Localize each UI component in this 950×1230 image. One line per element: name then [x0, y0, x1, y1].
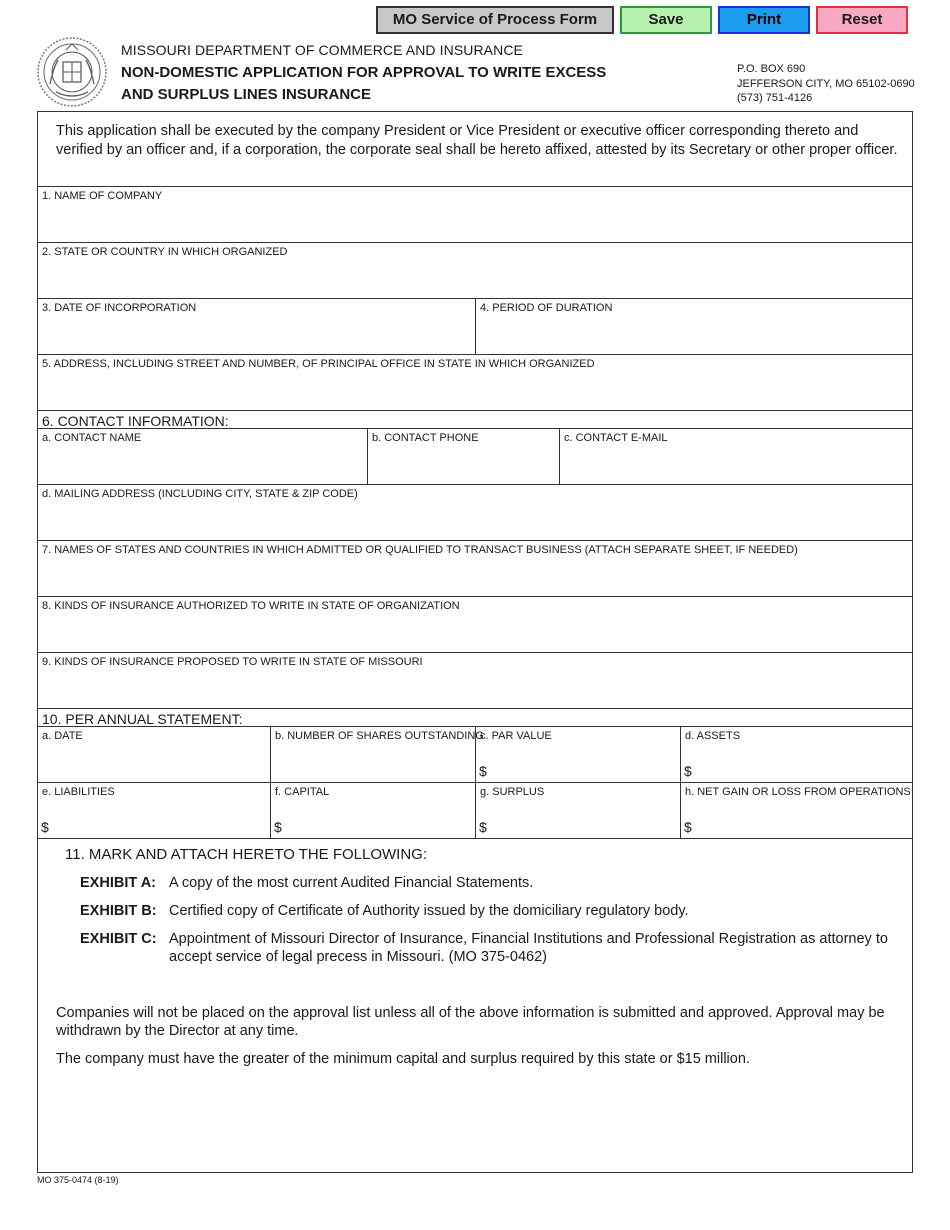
field-row-statement-1	[38, 726, 912, 782]
statement-date-cell	[38, 727, 270, 782]
kinds-proposed-input[interactable]	[42, 678, 908, 706]
liabilities-cell	[38, 783, 270, 838]
kinds-proposed-label: 9. KINDS OF INSURANCE PROPOSED TO WRITE IN STATE OF MISSOURI	[42, 656, 423, 668]
statement-date-input[interactable]	[42, 752, 266, 780]
state-seal-icon	[36, 36, 108, 108]
exhibit-b-label: EXHIBIT B:	[80, 903, 157, 919]
surplus-currency: $	[479, 819, 487, 835]
contact-phone-cell	[367, 429, 559, 484]
liabilities-input[interactable]	[52, 808, 266, 836]
assets-currency: $	[684, 763, 692, 779]
net-gain-label: h. NET GAIN OR LOSS FROM OPERATIONS	[685, 786, 911, 798]
contact-email-cell	[559, 429, 912, 484]
address-po-box: P.O. BOX 690	[737, 63, 806, 75]
contact-phone-label: b. CONTACT PHONE	[372, 432, 479, 444]
exhibit-c-label: EXHIBIT C:	[80, 931, 157, 947]
date-incorporation-label: 3. DATE OF INCORPORATION	[42, 302, 197, 314]
shares-outstanding-cell	[270, 727, 484, 782]
statement-date-label: a. DATE	[42, 730, 83, 742]
print-button[interactable]: Print	[718, 6, 810, 34]
capital-label: f. CAPITAL	[275, 786, 330, 798]
field-row-kinds-proposed	[38, 652, 912, 708]
field-row-contact	[38, 428, 912, 484]
period-duration-input[interactable]	[480, 324, 908, 352]
par-value-currency: $	[479, 763, 487, 779]
service-of-process-form-button[interactable]: MO Service of Process Form	[376, 6, 614, 34]
kinds-authorized-input[interactable]	[42, 622, 908, 650]
surplus-label: g. SURPLUS	[480, 786, 545, 798]
attachments-heading: 11. MARK AND ATTACH HERETO THE FOLLOWING:	[65, 846, 428, 863]
exhibit-a-text: A copy of the most current Audited Financial Statements.	[169, 875, 534, 891]
annual-statement-heading: 10. PER ANNUAL STATEMENT:	[42, 711, 243, 727]
par-value-label: c. PAR VALUE	[480, 730, 552, 742]
capital-input[interactable]	[285, 808, 471, 836]
par-value-cell	[475, 727, 680, 782]
states-admitted-input[interactable]	[42, 566, 908, 594]
assets-input[interactable]	[695, 752, 908, 780]
assets-cell	[680, 727, 912, 782]
surplus-input[interactable]	[490, 808, 676, 836]
address-city: JEFFERSON CITY, MO 65102-0690	[737, 77, 915, 90]
section-divider	[38, 838, 912, 839]
net-gain-input[interactable]	[695, 808, 908, 836]
contact-name-label: a. CONTACT NAME	[42, 432, 142, 444]
field-row-statement-2	[38, 782, 912, 838]
approval-note: Companies will not be placed on the approval list unless all of the above information is submitted and approved. Approval may be withdrawn by the Director at any time.	[56, 1005, 885, 1039]
field-row-mailing-address	[38, 484, 912, 540]
exhibit-a-label: EXHIBIT A:	[80, 875, 156, 891]
mailing-address-input[interactable]	[42, 510, 908, 538]
form-header	[36, 36, 916, 110]
exhibit-b-text: Certified copy of Certificate of Authority issued by the domiciliary regulatory body.	[169, 903, 689, 919]
period-duration-cell	[475, 299, 912, 354]
date-incorporation-input[interactable]	[42, 324, 471, 352]
liabilities-label: e. LIABILITIES	[42, 786, 115, 798]
contact-phone-input[interactable]	[372, 454, 555, 482]
form-number: MO 375-0474 (8-19)	[37, 1175, 119, 1185]
field-row-incorporation	[38, 298, 912, 354]
form-title-line1: NON-DOMESTIC APPLICATION FOR APPROVAL TO WRITE EXCESS	[121, 64, 607, 81]
field-row-kinds-authorized	[38, 596, 912, 652]
field-row-state-organized	[38, 242, 912, 298]
company-name-input[interactable]	[42, 212, 908, 240]
contact-name-input[interactable]	[42, 454, 363, 482]
save-button[interactable]: Save	[620, 6, 712, 34]
period-duration-label: 4. PERIOD OF DURATION	[480, 302, 613, 314]
contact-email-input[interactable]	[564, 454, 908, 482]
kinds-authorized-label: 8. KINDS OF INSURANCE AUTHORIZED TO WRITE IN STATE OF ORGANIZATION	[42, 600, 460, 612]
net-gain-currency: $	[684, 819, 692, 835]
surplus-cell	[475, 783, 680, 838]
shares-outstanding-input[interactable]	[275, 752, 471, 780]
assets-label: d. ASSETS	[685, 730, 741, 742]
application-form	[37, 111, 913, 1173]
department-name: MISSOURI DEPARTMENT OF COMMERCE AND INSURANCE	[121, 42, 523, 58]
field-row-company-name	[38, 186, 912, 242]
states-admitted-label: 7. NAMES OF STATES AND COUNTRIES IN WHICH ADMITTED OR QUALIFIED TO TRANSACT BUSINESS (ATTACH SEPARATE SHEET, IF NEEDED)	[42, 544, 798, 556]
contact-email-label: c. CONTACT E-MAIL	[564, 432, 668, 444]
reset-button[interactable]: Reset	[816, 6, 908, 34]
state-organized-label: 2. STATE OR COUNTRY IN WHICH ORGANIZED	[42, 246, 288, 258]
principal-office-input[interactable]	[42, 380, 908, 408]
liabilities-currency: $	[41, 819, 49, 835]
capital-cell	[270, 783, 475, 838]
par-value-input[interactable]	[490, 752, 676, 780]
department-address	[737, 62, 915, 106]
capital-requirement-note: The company must have the greater of the minimum capital and surplus required by this state or $15 million.	[56, 1051, 750, 1067]
mailing-address-label: d. MAILING ADDRESS (INCLUDING CITY, STATE & ZIP CODE)	[42, 488, 358, 500]
contact-info-section	[38, 410, 912, 428]
annual-statement-section	[38, 708, 912, 726]
field-row-principal-office	[38, 354, 912, 410]
principal-office-label: 5. ADDRESS, INCLUDING STREET AND NUMBER, OF PRINCIPAL OFFICE IN STATE IN WHICH ORGANIZED	[42, 358, 595, 370]
contact-info-heading: 6. CONTACT INFORMATION:	[42, 413, 229, 429]
company-name-label: 1. NAME OF COMPANY	[42, 190, 163, 202]
shares-outstanding-label: b. NUMBER OF SHARES OUTSTANDING	[275, 730, 484, 742]
exhibit-b	[80, 902, 900, 920]
field-row-states-admitted	[38, 540, 912, 596]
form-title-line2: AND SURPLUS LINES INSURANCE	[121, 86, 372, 103]
instructions-text: This application shall be executed by the company President or Vice President or executive officer corresponding thereto and verified by an officer and, if a corporation, the corporate seal shall be hereto affixed, attested by its Secretary or other proper officer.	[56, 123, 898, 158]
state-organized-input[interactable]	[42, 268, 908, 296]
exhibit-c	[80, 930, 900, 966]
exhibit-c-text: Appointment of Missouri Director of Insurance, Financial Institutions and Professional Registration as attorney to accept service of legal precess in Missouri. (MO 375-0462)	[169, 931, 888, 965]
address-phone: (573) 751-4126	[737, 92, 813, 104]
exhibit-a	[80, 874, 900, 892]
date-incorporation-cell	[38, 299, 475, 354]
capital-currency: $	[274, 819, 282, 835]
net-gain-cell	[680, 783, 912, 838]
contact-name-cell	[38, 429, 367, 484]
